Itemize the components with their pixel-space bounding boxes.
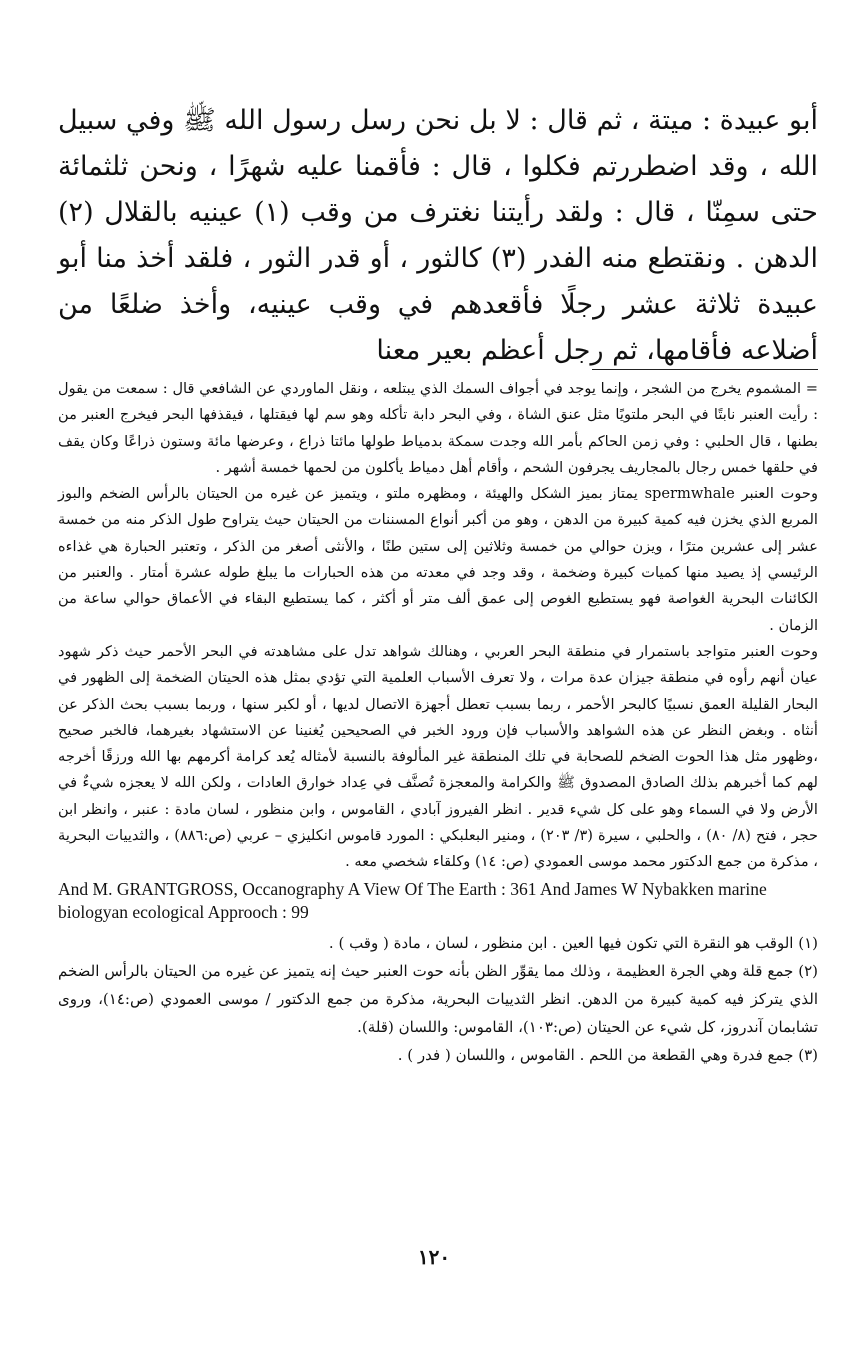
note-sperm-whale: وحوت العنبر spermwhale يمتاز بميز الشكل والهيئة ، ومظهره ملتو ، ويتميز عن غيره من الحيتان بالرأس الضخم والبوز المربع الذي يخزن فيه كمية كبيرة من الدهن ، وهو من أكبر أنواع المسننات من الحيتان حيث يتراوح طول الذكر منه من خمسة عشر إلى عشرين مترًا ، ويزن حوالي من خمسة وثلاثين إلى ستين طنًا ، والأنثى أصغر من الذكر ، وتعتبر الحبارة هي غذاءه الرئيسي إذ يصيد منها كميات كبيرة وضخمة ، وقد وجد في معدته من هذه الحبارات ما يبلغ طوله عشرة أمتار . والعنبر من الكائنات البحرية الغواصة فهو يستطيع الغوص إلى عمق ألف متر أو أكثر ، كما يستطيع البقاء في الأعماق حوالي ساعة من الزمان .: [58, 485, 818, 634]
note-red-sea: وحوت العنبر متواجد باستمرار في منطقة البحر العربي ، وهنالك شواهد تدل على مشاهدته في البحر الأحمر حيث ذكر شهود عيان أنهم رأوه في منطقة جيزان عدة مرات ، ولا تعرف الأسباب العلمية التي تؤدي بمثل هذه الحيتان الضخمة إلى الظهور في البحار القليلة العمق نسبيًا كالبحر الأحمر ، ربما بسبب تعطل أجهزة الاتصال لديها ، أو لكبر سنها ، وربما بسبب بحث الذكر عن أنثاه . وبغض النظر عن هذه الشواهد والأسباب فإن ورود الخبر في الصحيحين يُغنينا عن الاستشهاد بغيرهما، فالخبر صحيح ،وظهور مثل هذا الحوت الضخم للصحابة في تلك المنطقة غير المألوفة بالنسبة لأمثاله يُعد كرامة أكرمهم بها الله ورزقًا أخرجه لهم كما أخبرهم بذلك الصادق المصدوق ﷺ والكرامة والمعجزة تُصنَّف في عِداد خوارق العادات ، ولكن الله لا يعجزه شيءٌ في الأرض ولا في السماء وهو على كل شيء قدير . انظر الفيروز آبادي ، القاموس ، وابن منظور ، لسان مادة : عنبر ، وانظر ابن حجر ، فتح (٨/ ٨٠) ، والحلبي ، سيرة (٣/ ٢٠٣) ، ومنير البعلبكي : المورد قاموس انكليزي – عربي (ص:٨٨٦) ، والثدييات البحرية ، مذكرة من جمع الدكتور محمد موسى العمودي (ص: ١٤) وكلقاء شخصي معه .: [58, 642, 818, 871]
footnote-3: (٣) جمع فدرة وهي القطعة من اللحم . القاموس ، واللسان ( فدر ) .: [397, 1045, 818, 1064]
footnotes-block: [58, 376, 818, 1069]
footnote-2: (٢) جمع قلة وهي الجرة العظيمة ، وذلك مما يقوِّر الظن بأنه حوت العنبر حيث إنه يتميز عن غيره من الحيتان بالرأس الضخم الذي يتركز فيه كمية كبيرة من الدهن. انظر الثدييات البحرية، مذكرة من جمع الدكتور / موسى العمودي (ص:١٤)، وروى تشابمان آندروز، كل شيء عن الحيتان (ص:١٠٣)، القاموس: واللسان (قلة).: [58, 961, 818, 1036]
main-text-block: [58, 98, 818, 374]
note-english-references: And M. GRANTGROSS, Occanography A View Of The Earth : 361 And James W Nybakken marine biologyan ecological Approoch : 99: [58, 878, 767, 922]
page-number: ١٢٠: [417, 1245, 451, 1269]
footnote-1: (١) الوقب هو النقرة التي تكون فيها العين . ابن منظور ، لسان ، مادة ( وقب ) .: [328, 933, 818, 952]
note-continuation: = المشموم يخرج من الشجر ، وإنما يوجد في أجواف السمك الذي يبتلعه ، ونقل الماوردي عن الشافعي قال : سمعت من يقول : رأيت العنبر نابتًا في البحر ملتويًا مثل عنق الشاة ، وفي البحر دابة تأكله وهو سم لها فيقتلها ، فيقذفها البحر فيخرج العنبر من بطنها ، قال الحلبي : وفي زمن الحاكم بأمر الله وجدت سمكة بدمياط طولها مائتا ذراع ، وعرضها مائة وستون ذراعًا وكان يقف في حلقها خمس رجال بالمجاريف يجرفون الشحم ، وأقام أهل دمياط يأكلون من لحمها خمسة أشهر .: [58, 380, 818, 476]
main-paragraph: أبو عبيدة : ميتة ، ثم قال : لا بل نحن رسل رسول الله ﷺ وفي سبيل الله ، وقد اضطررتم فكلوا ، قال : فأقمنا عليه شهرًا ، ونحن ثلثمائة حتى سمِنّا ، قال : ولقد رأيتنا نغترف من وقب (١) عينيه بالقلال (٢) الدهن . ونقتطع منه الفدر (٣) كالثور ، أو قدر الثور ، فلقد أخذ منا أبو عبيدة ثلاثة عشر رجلًا فأقعدهم في وقب عينيه، وأخذ ضلعًا من أضلاعه فأقامها، ثم رجل أعظم بعير معنا: [58, 105, 819, 366]
footnote-separator: [592, 369, 818, 370]
